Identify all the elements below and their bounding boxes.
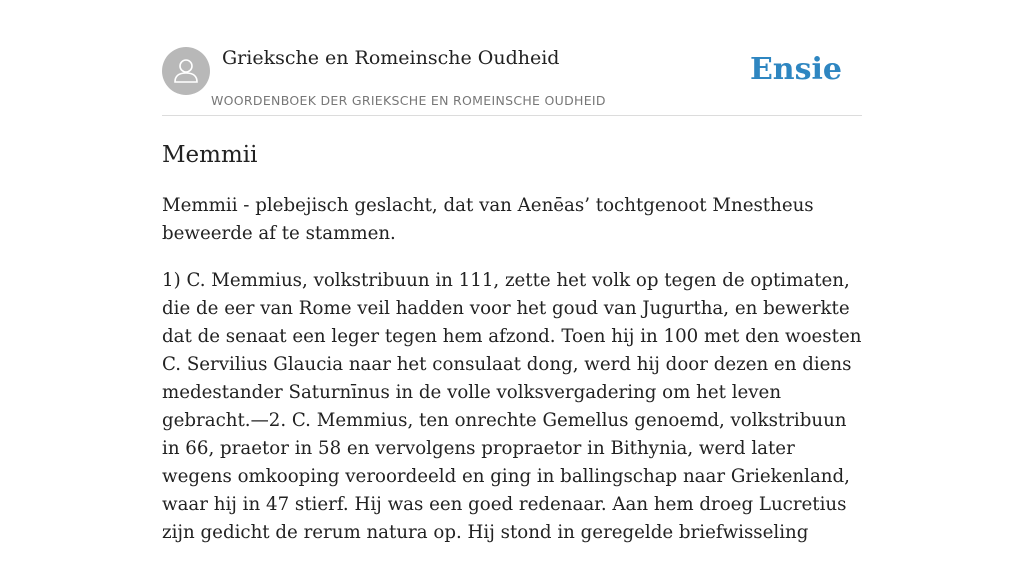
entry-paragraph: Memmii - plebejisch geslacht, dat van Aenēas’ tochtgenoot Mnestheus beweerde af te stammen. (162, 195, 814, 244)
user-icon[interactable] (162, 47, 210, 95)
entry-content (162, 140, 862, 566)
entry-paragraph: 1) C. Memmius, volkstribuun in 111, zette het volk op tegen de optimaten, die de eer van Rome veil hadden voor het goud van Jugurtha, en bewerkte dat de senaat een leger tegen hem afzond. Toen hij in 100 met den woesten C. Servilius Glaucia naar het consulaat dong, werd hij door dezen en diens medestander Saturnīnus in de volle volksvergadering om het leven gebracht.—2. C. Memmius, ten onrechte Gemellus genoemd, volkstribuun in 66, praetor in 58 en vervolgens propraetor in Bithynia, werd later wegens omkooping veroordeeld en ging in ballingschap naar Griekenland, waar hij in 47 stierf. Hij was een goed redenaar. Aan hem droeg Lucretius zijn gedicht de rerum natura op. Hij stond in geregelde briefwisseling (162, 270, 862, 543)
header-divider (162, 115, 862, 116)
source-subtitle[interactable]: WOORDENBOEK DER GRIEKSCHE EN ROMEINSCHE OUDHEID (211, 93, 606, 108)
source-header (162, 46, 862, 116)
source-title[interactable]: Grieksche en Romeinsche Oudheid (222, 47, 560, 69)
brand-logo[interactable]: Ensie (749, 52, 842, 87)
entry-title: Memmii (162, 142, 258, 168)
